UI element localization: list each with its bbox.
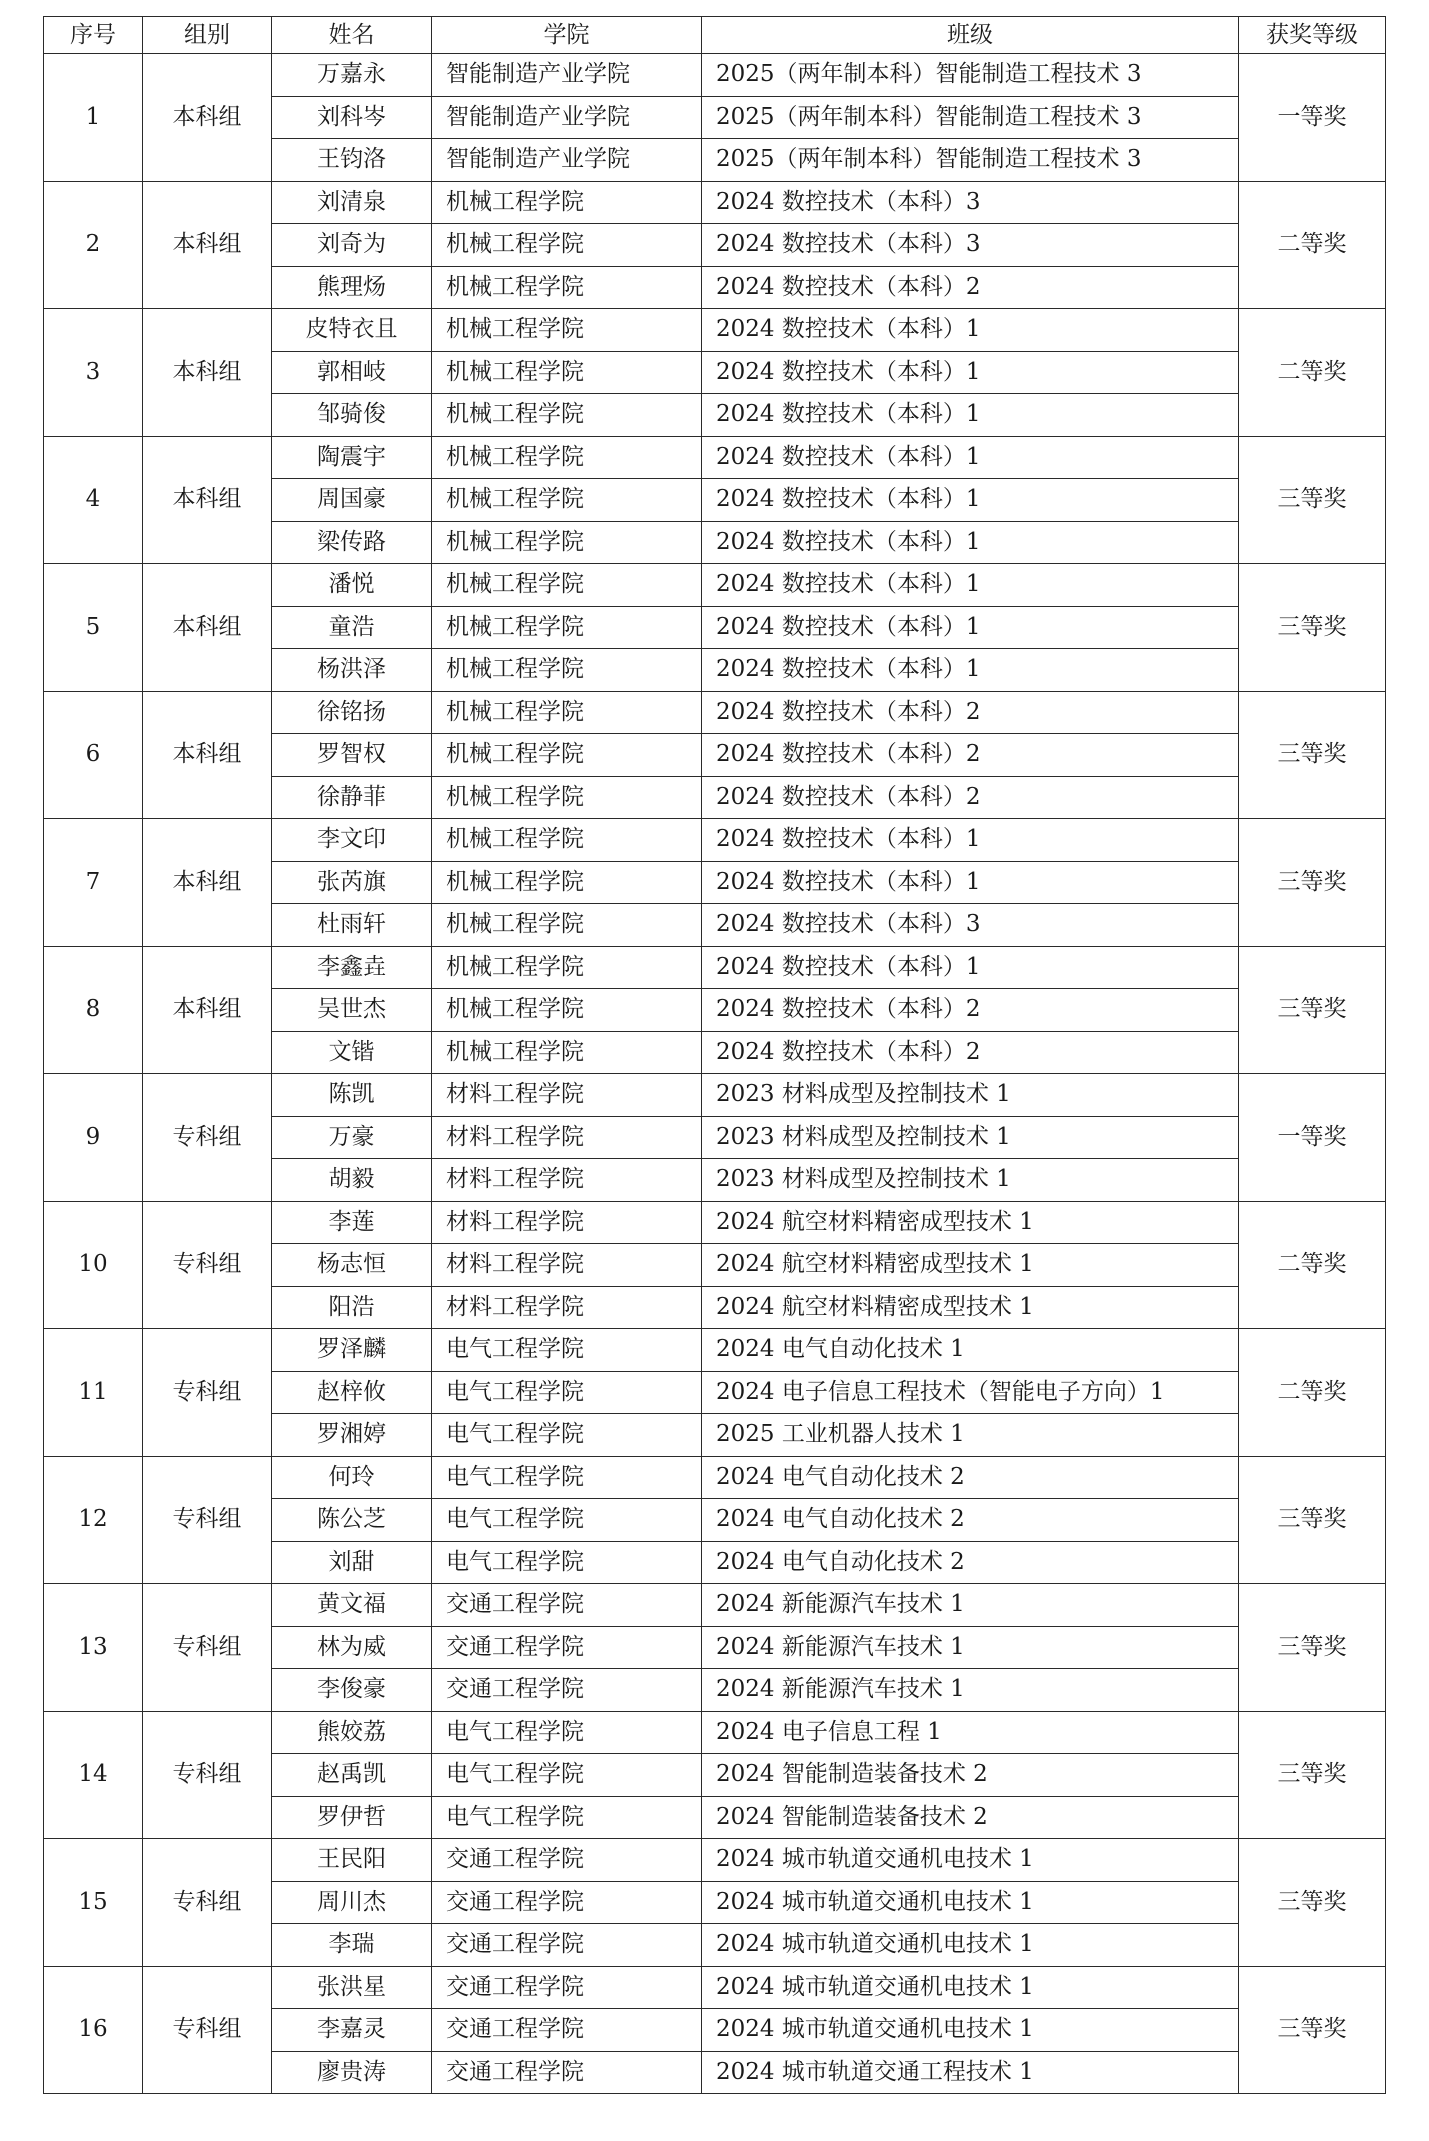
header-row bbox=[44, 17, 1386, 54]
cell-college: 机械工程学院 bbox=[432, 946, 702, 989]
cell-class: 2024 城市轨道交通机电技术 1 bbox=[702, 1839, 1239, 1882]
cell-no: 13 bbox=[44, 1584, 143, 1712]
cell-college: 机械工程学院 bbox=[432, 861, 702, 904]
cell-group: 专科组 bbox=[143, 1839, 272, 1967]
cell-college: 智能制造产业学院 bbox=[432, 54, 702, 97]
cell-class: 2024 数控技术（本科）1 bbox=[702, 649, 1239, 692]
cell-college: 材料工程学院 bbox=[432, 1286, 702, 1329]
cell-class: 2024 新能源汽车技术 1 bbox=[702, 1626, 1239, 1669]
cell-college: 材料工程学院 bbox=[432, 1116, 702, 1159]
cell-name: 胡毅 bbox=[272, 1159, 432, 1202]
cell-class: 2024 数控技术（本科）3 bbox=[702, 904, 1239, 947]
cell-class: 2024 航空材料精密成型技术 1 bbox=[702, 1244, 1239, 1287]
cell-name: 邹骑俊 bbox=[272, 394, 432, 437]
cell-name: 徐静菲 bbox=[272, 776, 432, 819]
cell-name: 万豪 bbox=[272, 1116, 432, 1159]
cell-college: 机械工程学院 bbox=[432, 776, 702, 819]
cell-no: 4 bbox=[44, 436, 143, 564]
cell-award: 一等奖 bbox=[1239, 54, 1386, 182]
cell-name: 李文印 bbox=[272, 819, 432, 862]
cell-name: 李莲 bbox=[272, 1201, 432, 1244]
cell-name: 杨志恒 bbox=[272, 1244, 432, 1287]
cell-group: 本科组 bbox=[143, 181, 272, 309]
cell-college: 机械工程学院 bbox=[432, 394, 702, 437]
cell-college: 电气工程学院 bbox=[432, 1711, 702, 1754]
cell-class: 2024 电气自动化技术 2 bbox=[702, 1456, 1239, 1499]
cell-college: 交通工程学院 bbox=[432, 1584, 702, 1627]
cell-award: 三等奖 bbox=[1239, 946, 1386, 1074]
cell-no: 2 bbox=[44, 181, 143, 309]
cell-name: 熊姣荔 bbox=[272, 1711, 432, 1754]
cell-group: 本科组 bbox=[143, 691, 272, 819]
cell-group: 本科组 bbox=[143, 309, 272, 437]
cell-college: 机械工程学院 bbox=[432, 1031, 702, 1074]
cell-name: 刘奇为 bbox=[272, 224, 432, 267]
cell-college: 机械工程学院 bbox=[432, 351, 702, 394]
cell-no: 1 bbox=[44, 54, 143, 182]
cell-college: 交通工程学院 bbox=[432, 1924, 702, 1967]
cell-class: 2023 材料成型及控制技术 1 bbox=[702, 1116, 1239, 1159]
cell-college: 电气工程学院 bbox=[432, 1371, 702, 1414]
cell-name: 廖贵涛 bbox=[272, 2051, 432, 2094]
table-row bbox=[44, 309, 1386, 352]
cell-college: 交通工程学院 bbox=[432, 1839, 702, 1882]
table-row bbox=[44, 819, 1386, 862]
cell-award: 三等奖 bbox=[1239, 1839, 1386, 1967]
cell-class: 2024 数控技术（本科）1 bbox=[702, 394, 1239, 437]
cell-name: 刘清泉 bbox=[272, 181, 432, 224]
cell-college: 智能制造产业学院 bbox=[432, 139, 702, 182]
cell-no: 9 bbox=[44, 1074, 143, 1202]
cell-class: 2024 数控技术（本科）2 bbox=[702, 734, 1239, 777]
table-body bbox=[44, 54, 1386, 2094]
cell-class: 2024 数控技术（本科）2 bbox=[702, 691, 1239, 734]
cell-college: 机械工程学院 bbox=[432, 606, 702, 649]
cell-college: 机械工程学院 bbox=[432, 521, 702, 564]
cell-class: 2024 电气自动化技术 2 bbox=[702, 1499, 1239, 1542]
cell-class: 2024 电子信息工程技术（智能电子方向）1 bbox=[702, 1371, 1239, 1414]
cell-name: 周川杰 bbox=[272, 1881, 432, 1924]
cell-class: 2024 数控技术（本科）3 bbox=[702, 224, 1239, 267]
cell-name: 李鑫垚 bbox=[272, 946, 432, 989]
cell-name: 张芮旗 bbox=[272, 861, 432, 904]
cell-name: 万嘉永 bbox=[272, 54, 432, 97]
cell-class: 2024 电子信息工程 1 bbox=[702, 1711, 1239, 1754]
cell-class: 2024 数控技术（本科）3 bbox=[702, 181, 1239, 224]
award-table bbox=[43, 16, 1386, 2094]
table-row bbox=[44, 1201, 1386, 1244]
cell-class: 2024 数控技术（本科）1 bbox=[702, 351, 1239, 394]
table-row bbox=[44, 564, 1386, 607]
cell-name: 杨洪泽 bbox=[272, 649, 432, 692]
cell-college: 机械工程学院 bbox=[432, 691, 702, 734]
cell-college: 材料工程学院 bbox=[432, 1201, 702, 1244]
cell-award: 三等奖 bbox=[1239, 691, 1386, 819]
cell-class: 2024 数控技术（本科）1 bbox=[702, 521, 1239, 564]
cell-college: 机械工程学院 bbox=[432, 819, 702, 862]
cell-college: 机械工程学院 bbox=[432, 181, 702, 224]
cell-college: 机械工程学院 bbox=[432, 734, 702, 777]
table-row bbox=[44, 1839, 1386, 1882]
cell-college: 机械工程学院 bbox=[432, 989, 702, 1032]
cell-class: 2024 城市轨道交通工程技术 1 bbox=[702, 2051, 1239, 2094]
cell-name: 梁传路 bbox=[272, 521, 432, 564]
cell-no: 10 bbox=[44, 1201, 143, 1329]
cell-award: 三等奖 bbox=[1239, 1456, 1386, 1584]
cell-name: 何玲 bbox=[272, 1456, 432, 1499]
cell-name: 李俊豪 bbox=[272, 1669, 432, 1712]
cell-class: 2024 智能制造装备技术 2 bbox=[702, 1796, 1239, 1839]
cell-name: 郭相岐 bbox=[272, 351, 432, 394]
header-college: 学院 bbox=[432, 17, 702, 54]
cell-class: 2023 材料成型及控制技术 1 bbox=[702, 1159, 1239, 1202]
cell-class: 2024 数控技术（本科）1 bbox=[702, 606, 1239, 649]
cell-college: 机械工程学院 bbox=[432, 309, 702, 352]
header-no: 序号 bbox=[44, 17, 143, 54]
cell-college: 电气工程学院 bbox=[432, 1499, 702, 1542]
cell-class: 2024 数控技术（本科）2 bbox=[702, 266, 1239, 309]
cell-college: 交通工程学院 bbox=[432, 1669, 702, 1712]
cell-college: 机械工程学院 bbox=[432, 224, 702, 267]
cell-name: 赵梓攸 bbox=[272, 1371, 432, 1414]
cell-no: 6 bbox=[44, 691, 143, 819]
cell-college: 电气工程学院 bbox=[432, 1796, 702, 1839]
cell-award: 三等奖 bbox=[1239, 564, 1386, 692]
cell-group: 本科组 bbox=[143, 436, 272, 564]
cell-college: 交通工程学院 bbox=[432, 1626, 702, 1669]
cell-college: 材料工程学院 bbox=[432, 1159, 702, 1202]
cell-college: 电气工程学院 bbox=[432, 1456, 702, 1499]
cell-name: 杜雨轩 bbox=[272, 904, 432, 947]
header-award: 获奖等级 bbox=[1239, 17, 1386, 54]
cell-college: 电气工程学院 bbox=[432, 1414, 702, 1457]
cell-name: 王钧洛 bbox=[272, 139, 432, 182]
cell-name: 文锴 bbox=[272, 1031, 432, 1074]
cell-class: 2025（两年制本科）智能制造工程技术 3 bbox=[702, 139, 1239, 182]
cell-class: 2024 新能源汽车技术 1 bbox=[702, 1584, 1239, 1627]
table-row bbox=[44, 1584, 1386, 1627]
cell-name: 王民阳 bbox=[272, 1839, 432, 1882]
cell-name: 童浩 bbox=[272, 606, 432, 649]
cell-group: 本科组 bbox=[143, 564, 272, 692]
table-row bbox=[44, 436, 1386, 479]
cell-award: 二等奖 bbox=[1239, 309, 1386, 437]
cell-class: 2024 数控技术（本科）1 bbox=[702, 819, 1239, 862]
cell-college: 机械工程学院 bbox=[432, 436, 702, 479]
cell-name: 张洪星 bbox=[272, 1966, 432, 2009]
cell-college: 电气工程学院 bbox=[432, 1541, 702, 1584]
cell-name: 黄文福 bbox=[272, 1584, 432, 1627]
cell-college: 交通工程学院 bbox=[432, 2009, 702, 2052]
table-row bbox=[44, 946, 1386, 989]
cell-name: 赵禹凯 bbox=[272, 1754, 432, 1797]
cell-class: 2024 数控技术（本科）2 bbox=[702, 776, 1239, 819]
cell-award: 三等奖 bbox=[1239, 1584, 1386, 1712]
cell-award: 三等奖 bbox=[1239, 819, 1386, 947]
table-row bbox=[44, 1074, 1386, 1117]
cell-group: 本科组 bbox=[143, 819, 272, 947]
table-row bbox=[44, 691, 1386, 734]
cell-no: 11 bbox=[44, 1329, 143, 1457]
cell-class: 2024 数控技术（本科）1 bbox=[702, 946, 1239, 989]
header-name: 姓名 bbox=[272, 17, 432, 54]
cell-group: 专科组 bbox=[143, 1711, 272, 1839]
cell-group: 专科组 bbox=[143, 1329, 272, 1457]
cell-college: 交通工程学院 bbox=[432, 2051, 702, 2094]
cell-no: 16 bbox=[44, 1966, 143, 2094]
cell-group: 专科组 bbox=[143, 1584, 272, 1712]
cell-name: 皮特衣且 bbox=[272, 309, 432, 352]
cell-class: 2024 航空材料精密成型技术 1 bbox=[702, 1201, 1239, 1244]
header-class: 班级 bbox=[702, 17, 1239, 54]
table-row bbox=[44, 54, 1386, 97]
cell-group: 本科组 bbox=[143, 54, 272, 182]
cell-no: 14 bbox=[44, 1711, 143, 1839]
cell-college: 交通工程学院 bbox=[432, 1881, 702, 1924]
cell-name: 陈公芝 bbox=[272, 1499, 432, 1542]
header-group: 组别 bbox=[143, 17, 272, 54]
cell-class: 2024 数控技术（本科）1 bbox=[702, 479, 1239, 522]
cell-class: 2024 新能源汽车技术 1 bbox=[702, 1669, 1239, 1712]
cell-class: 2024 数控技术（本科）1 bbox=[702, 309, 1239, 352]
cell-group: 本科组 bbox=[143, 946, 272, 1074]
cell-class: 2024 数控技术（本科）2 bbox=[702, 1031, 1239, 1074]
cell-class: 2024 城市轨道交通机电技术 1 bbox=[702, 1924, 1239, 1967]
cell-group: 专科组 bbox=[143, 1966, 272, 2094]
cell-name: 李瑞 bbox=[272, 1924, 432, 1967]
cell-class: 2025（两年制本科）智能制造工程技术 3 bbox=[702, 54, 1239, 97]
cell-class: 2024 电气自动化技术 2 bbox=[702, 1541, 1239, 1584]
cell-class: 2024 航空材料精密成型技术 1 bbox=[702, 1286, 1239, 1329]
cell-college: 机械工程学院 bbox=[432, 649, 702, 692]
cell-name: 罗智权 bbox=[272, 734, 432, 777]
cell-name: 吴世杰 bbox=[272, 989, 432, 1032]
cell-no: 8 bbox=[44, 946, 143, 1074]
cell-college: 电气工程学院 bbox=[432, 1754, 702, 1797]
cell-class: 2024 数控技术（本科）1 bbox=[702, 564, 1239, 607]
cell-award: 三等奖 bbox=[1239, 1711, 1386, 1839]
cell-award: 二等奖 bbox=[1239, 1329, 1386, 1457]
cell-name: 罗伊哲 bbox=[272, 1796, 432, 1839]
cell-class: 2024 城市轨道交通机电技术 1 bbox=[702, 2009, 1239, 2052]
cell-college: 材料工程学院 bbox=[432, 1244, 702, 1287]
cell-name: 熊理炀 bbox=[272, 266, 432, 309]
cell-name: 阳浩 bbox=[272, 1286, 432, 1329]
table-row bbox=[44, 1456, 1386, 1499]
cell-name: 刘甜 bbox=[272, 1541, 432, 1584]
cell-award: 三等奖 bbox=[1239, 1966, 1386, 2094]
cell-award: 二等奖 bbox=[1239, 181, 1386, 309]
cell-name: 林为威 bbox=[272, 1626, 432, 1669]
cell-class: 2024 数控技术（本科）1 bbox=[702, 861, 1239, 904]
cell-name: 陈凯 bbox=[272, 1074, 432, 1117]
cell-class: 2024 智能制造装备技术 2 bbox=[702, 1754, 1239, 1797]
cell-class: 2023 材料成型及控制技术 1 bbox=[702, 1074, 1239, 1117]
cell-name: 周国豪 bbox=[272, 479, 432, 522]
cell-group: 专科组 bbox=[143, 1456, 272, 1584]
cell-name: 刘科岑 bbox=[272, 96, 432, 139]
cell-class: 2025（两年制本科）智能制造工程技术 3 bbox=[702, 96, 1239, 139]
table-row bbox=[44, 1966, 1386, 2009]
cell-no: 7 bbox=[44, 819, 143, 947]
table-row bbox=[44, 1711, 1386, 1754]
cell-group: 专科组 bbox=[143, 1201, 272, 1329]
cell-no: 15 bbox=[44, 1839, 143, 1967]
cell-college: 机械工程学院 bbox=[432, 904, 702, 947]
cell-name: 徐铭扬 bbox=[272, 691, 432, 734]
cell-no: 3 bbox=[44, 309, 143, 437]
cell-class: 2024 数控技术（本科）1 bbox=[702, 436, 1239, 479]
cell-class: 2025 工业机器人技术 1 bbox=[702, 1414, 1239, 1457]
cell-college: 电气工程学院 bbox=[432, 1329, 702, 1372]
cell-college: 机械工程学院 bbox=[432, 564, 702, 607]
cell-name: 陶震宇 bbox=[272, 436, 432, 479]
cell-award: 二等奖 bbox=[1239, 1201, 1386, 1329]
cell-class: 2024 城市轨道交通机电技术 1 bbox=[702, 1881, 1239, 1924]
cell-class: 2024 数控技术（本科）2 bbox=[702, 989, 1239, 1032]
cell-class: 2024 城市轨道交通机电技术 1 bbox=[702, 1966, 1239, 2009]
cell-name: 罗湘婷 bbox=[272, 1414, 432, 1457]
cell-no: 12 bbox=[44, 1456, 143, 1584]
cell-college: 机械工程学院 bbox=[432, 479, 702, 522]
cell-name: 李嘉灵 bbox=[272, 2009, 432, 2052]
cell-name: 潘悦 bbox=[272, 564, 432, 607]
cell-no: 5 bbox=[44, 564, 143, 692]
cell-group: 专科组 bbox=[143, 1074, 272, 1202]
cell-college: 材料工程学院 bbox=[432, 1074, 702, 1117]
cell-college: 智能制造产业学院 bbox=[432, 96, 702, 139]
cell-class: 2024 电气自动化技术 1 bbox=[702, 1329, 1239, 1372]
cell-award: 一等奖 bbox=[1239, 1074, 1386, 1202]
cell-name: 罗泽麟 bbox=[272, 1329, 432, 1372]
table-row bbox=[44, 1329, 1386, 1372]
table-row bbox=[44, 181, 1386, 224]
cell-college: 机械工程学院 bbox=[432, 266, 702, 309]
cell-college: 交通工程学院 bbox=[432, 1966, 702, 2009]
cell-award: 三等奖 bbox=[1239, 436, 1386, 564]
